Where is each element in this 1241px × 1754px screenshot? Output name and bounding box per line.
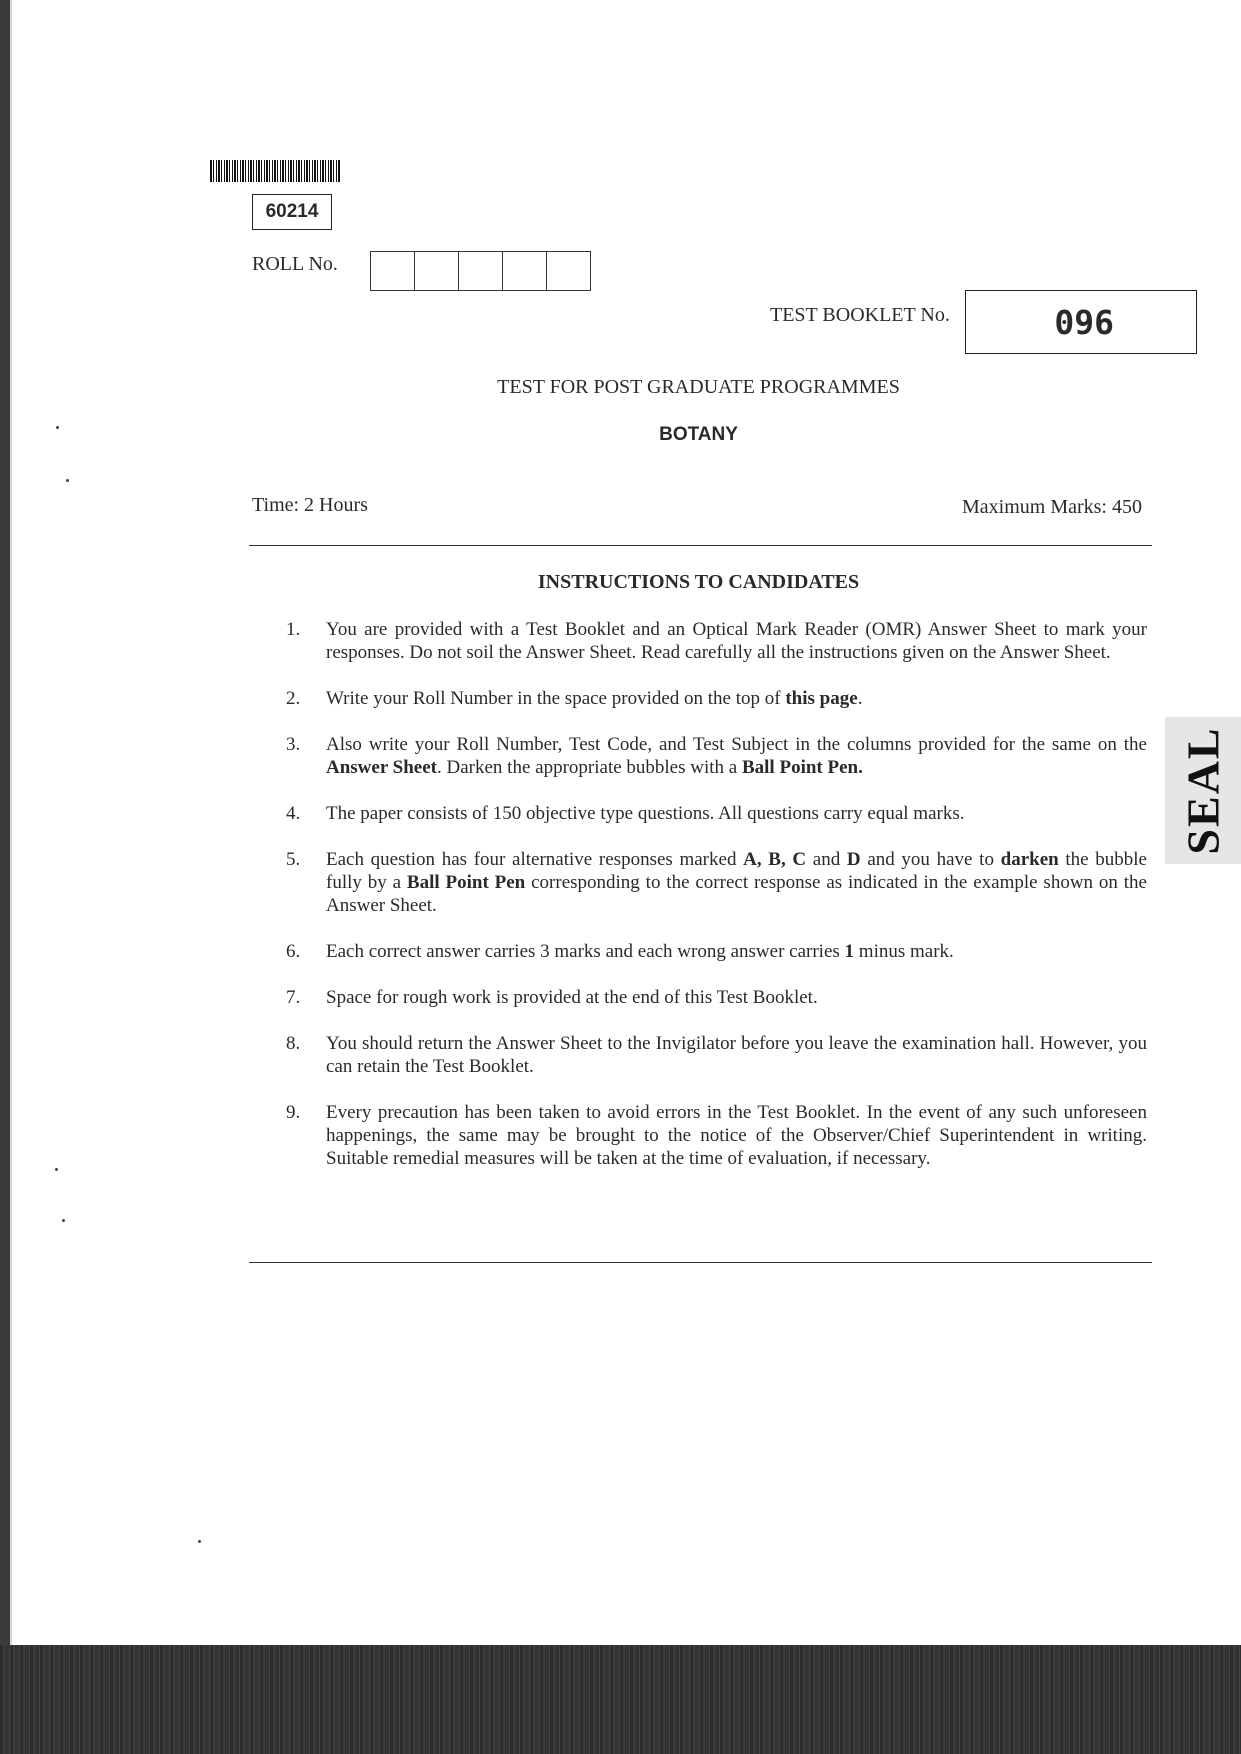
instruction-number: 8. xyxy=(286,1033,301,1054)
instruction-item xyxy=(286,986,1147,1009)
instruction-text: Write your Roll Number in the space provided on the top of this page. xyxy=(326,688,863,709)
scan-speck xyxy=(62,1219,65,1222)
scan-speck xyxy=(56,426,59,429)
roll-digit-box[interactable] xyxy=(459,252,503,290)
scan-speck xyxy=(66,479,69,482)
booklet-code: 60214 xyxy=(252,194,332,230)
instruction-item xyxy=(286,1101,1147,1170)
instruction-number: 6. xyxy=(286,941,301,962)
instruction-text: The paper consists of 150 objective type questions. All questions carry equal marks. xyxy=(326,803,965,824)
subject-title: BOTANY xyxy=(659,424,738,445)
instruction-text: Each question has four alternative responses marked A, B, C and D and you have to darken the bubble fully by a Ball Point Pen corresponding to the correct response as indicated in the example shown on the Answer Sheet. xyxy=(326,849,1147,916)
instruction-item xyxy=(286,618,1147,664)
instruction-text: You are provided with a Test Booklet and an Optical Mark Reader (OMR) Answer Sheet to mark your responses. Do not soil the Answer Sheet. Read carefully all the instructions given on the Answer Sheet. xyxy=(326,619,1147,663)
roll-label: ROLL No. xyxy=(252,253,338,275)
instruction-item xyxy=(286,687,1147,710)
roll-digit-box[interactable] xyxy=(371,252,415,290)
scan-speck xyxy=(198,1540,201,1543)
maximum-marks: Maximum Marks: 450 xyxy=(962,496,1142,518)
scan-speck xyxy=(55,1168,58,1171)
instruction-item xyxy=(286,1032,1147,1078)
instruction-text: You should return the Answer Sheet to the Invigilator before you leave the examination hall. However, you can retain the Test Booklet. xyxy=(326,1033,1147,1077)
scanner-background xyxy=(0,1645,1241,1754)
top-divider xyxy=(249,545,1152,546)
instruction-text: Also write your Roll Number, Test Code, and Test Subject in the columns provided for the same on the Answer Sheet. Darken the appropriate bubbles with a Ball Point Pen. xyxy=(326,734,1147,778)
instruction-item xyxy=(286,802,1147,825)
instruction-item xyxy=(286,848,1147,917)
instruction-number: 1. xyxy=(286,619,301,640)
instruction-number: 7. xyxy=(286,987,301,1008)
instruction-text: Every precaution has been taken to avoid errors in the Test Booklet. In the event of any such unforeseen happenings, the same may be brought to the notice of the Observer/Chief Superintendent in writing. Suitable remedial measures will be taken at the time of evaluation, if necessary. xyxy=(326,1102,1147,1169)
roll-digit-box[interactable] xyxy=(503,252,547,290)
instruction-text: Each correct answer carries 3 marks and each wrong answer carries 1 minus mark. xyxy=(326,941,954,962)
booklet-number-label: TEST BOOKLET No. xyxy=(770,304,950,326)
bottom-divider xyxy=(249,1262,1152,1263)
seal-stamp xyxy=(1165,717,1241,864)
instruction-text: Space for rough work is provided at the end of this Test Booklet. xyxy=(326,987,818,1008)
roll-number-boxes[interactable] xyxy=(370,251,591,291)
barcode xyxy=(210,160,341,182)
roll-digit-box[interactable] xyxy=(547,252,590,290)
instruction-number: 2. xyxy=(286,688,301,709)
booklet-number: 096 xyxy=(965,290,1197,354)
seal-label: SEAL xyxy=(1177,726,1229,855)
instruction-item xyxy=(286,733,1147,779)
instruction-number: 3. xyxy=(286,734,301,755)
time-allowed: Time: 2 Hours xyxy=(252,494,368,516)
instructions-list xyxy=(286,618,1147,1193)
instruction-number: 5. xyxy=(286,849,301,870)
instruction-number: 9. xyxy=(286,1102,301,1123)
exam-title: TEST FOR POST GRADUATE PROGRAMMES xyxy=(497,376,900,398)
instruction-item xyxy=(286,940,1147,963)
roll-digit-box[interactable] xyxy=(415,252,459,290)
instruction-number: 4. xyxy=(286,803,301,824)
instructions-heading: INSTRUCTIONS TO CANDIDATES xyxy=(537,571,860,593)
